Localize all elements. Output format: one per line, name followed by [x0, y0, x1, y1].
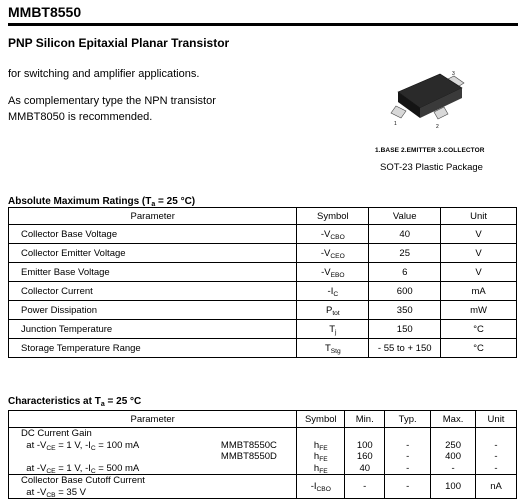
dc-gain-max: 250 400 - [431, 428, 476, 475]
characteristics-table [8, 410, 517, 499]
cutoff-typ: - [385, 475, 431, 499]
param-cell: Storage Temperature Range [9, 339, 297, 358]
table-row [9, 225, 517, 244]
value-cell: 350 [369, 301, 441, 320]
symbol-cell: $-I_C$ [297, 282, 369, 301]
complementary-text-line2: MMBT8050 is recommended. [8, 111, 153, 123]
unit-cell: °C [441, 339, 517, 358]
cutoff-max: 100 [431, 475, 476, 499]
symbol-cell: $-V_{CEO}$ [297, 244, 369, 263]
application-text: for switching and amplifier applications. [8, 68, 200, 80]
unit-cell: mA [441, 282, 517, 301]
header-min: Min. [345, 411, 385, 428]
symbol-cell: $-V_{CBO}$ [297, 225, 369, 244]
table-header-row [9, 208, 517, 225]
value-cell: 150 [369, 320, 441, 339]
cutoff-unit: nA [476, 475, 517, 499]
dc-gain-part: MMBT8550C MMBT8550D [221, 428, 297, 475]
table-row [9, 244, 517, 263]
param-cell: Collector Base Voltage [9, 225, 297, 244]
document-title: MMBT8550 [8, 4, 82, 20]
unit-cell: V [441, 225, 517, 244]
header-parameter: Parameter [9, 208, 297, 225]
header-value: Value [369, 208, 441, 225]
symbol-cell: $P_{tot}$ [297, 301, 369, 320]
table-row [9, 301, 517, 320]
complementary-text-line1: As complementary type the NPN transistor [8, 95, 216, 107]
characteristics-title: Characteristics at $T_a = 25$ °C [8, 396, 142, 408]
unit-cell: °C [441, 320, 517, 339]
header-max: Max. [431, 411, 476, 428]
symbol-cell: $T_j$ [297, 320, 369, 339]
cutoff-min: - [345, 475, 385, 499]
pin-legend: 1.BASE 2.EMITTER 3.COLLECTOR [375, 147, 485, 154]
document-subtitle: PNP Silicon Epitaxial Planar Transistor [8, 36, 230, 50]
dc-gain-symbol: $h_{FE}$ $h_{FE}$ $h_{FE}$ [297, 428, 345, 475]
param-cell: Collector Current [9, 282, 297, 301]
title-rule [8, 23, 518, 26]
value-cell: 6 [369, 263, 441, 282]
header-parameter: Parameter [9, 411, 297, 428]
table-header-row [9, 411, 517, 428]
table-row [9, 339, 517, 358]
unit-cell: V [441, 244, 517, 263]
param-cell: Junction Temperature [9, 320, 297, 339]
cutoff-symbol: $-I_{CBO}$ [297, 475, 345, 499]
symbol-cell: $-V_{EBO}$ [297, 263, 369, 282]
header-unit: Unit [441, 208, 517, 225]
unit-cell: mW [441, 301, 517, 320]
value-cell: 600 [369, 282, 441, 301]
table-row [9, 263, 517, 282]
header-symbol: Symbol [297, 208, 369, 225]
param-cell: Power Dissipation [9, 301, 297, 320]
sot23-package-image [390, 66, 470, 136]
symbol-cell: $T_{Stg}$ [297, 339, 369, 358]
dc-gain-param: DC Current Gain at $-V_{CE} = 1$ V, $-I_C = 100$ mA at $-V_{CE} = 1$ V, $-I_C = 500$ mA [9, 428, 221, 475]
param-cell: Emitter Base Voltage [9, 263, 297, 282]
header-symbol: Symbol [297, 411, 345, 428]
abs-max-title: Absolute Maximum Ratings ($T_a = 25$ °C) [8, 196, 196, 208]
header-typ: Typ. [385, 411, 431, 428]
value-cell: - 55 to + 150 [369, 339, 441, 358]
pin-number-2: 2 [436, 124, 439, 130]
pin-number-1: 1 [394, 121, 397, 127]
value-cell: 40 [369, 225, 441, 244]
table-row [9, 475, 517, 499]
value-cell: 25 [369, 244, 441, 263]
pin-1-lead [391, 106, 406, 118]
header-unit: Unit [476, 411, 517, 428]
table-row [9, 428, 517, 475]
dc-gain-unit: - - - [476, 428, 517, 475]
cutoff-param: Collector Base Cutoff Current at $-V_{CB} = 35$ V [9, 475, 297, 499]
package-name: SOT-23 Plastic Package [380, 162, 483, 173]
abs-max-table [8, 207, 517, 358]
unit-cell: V [441, 263, 517, 282]
dc-gain-typ: - - - [385, 428, 431, 475]
table-row [9, 320, 517, 339]
pin-number-3: 3 [452, 71, 455, 77]
dc-gain-min: 100 160 40 [345, 428, 385, 475]
param-cell: Collector Emitter Voltage [9, 244, 297, 263]
table-row [9, 282, 517, 301]
